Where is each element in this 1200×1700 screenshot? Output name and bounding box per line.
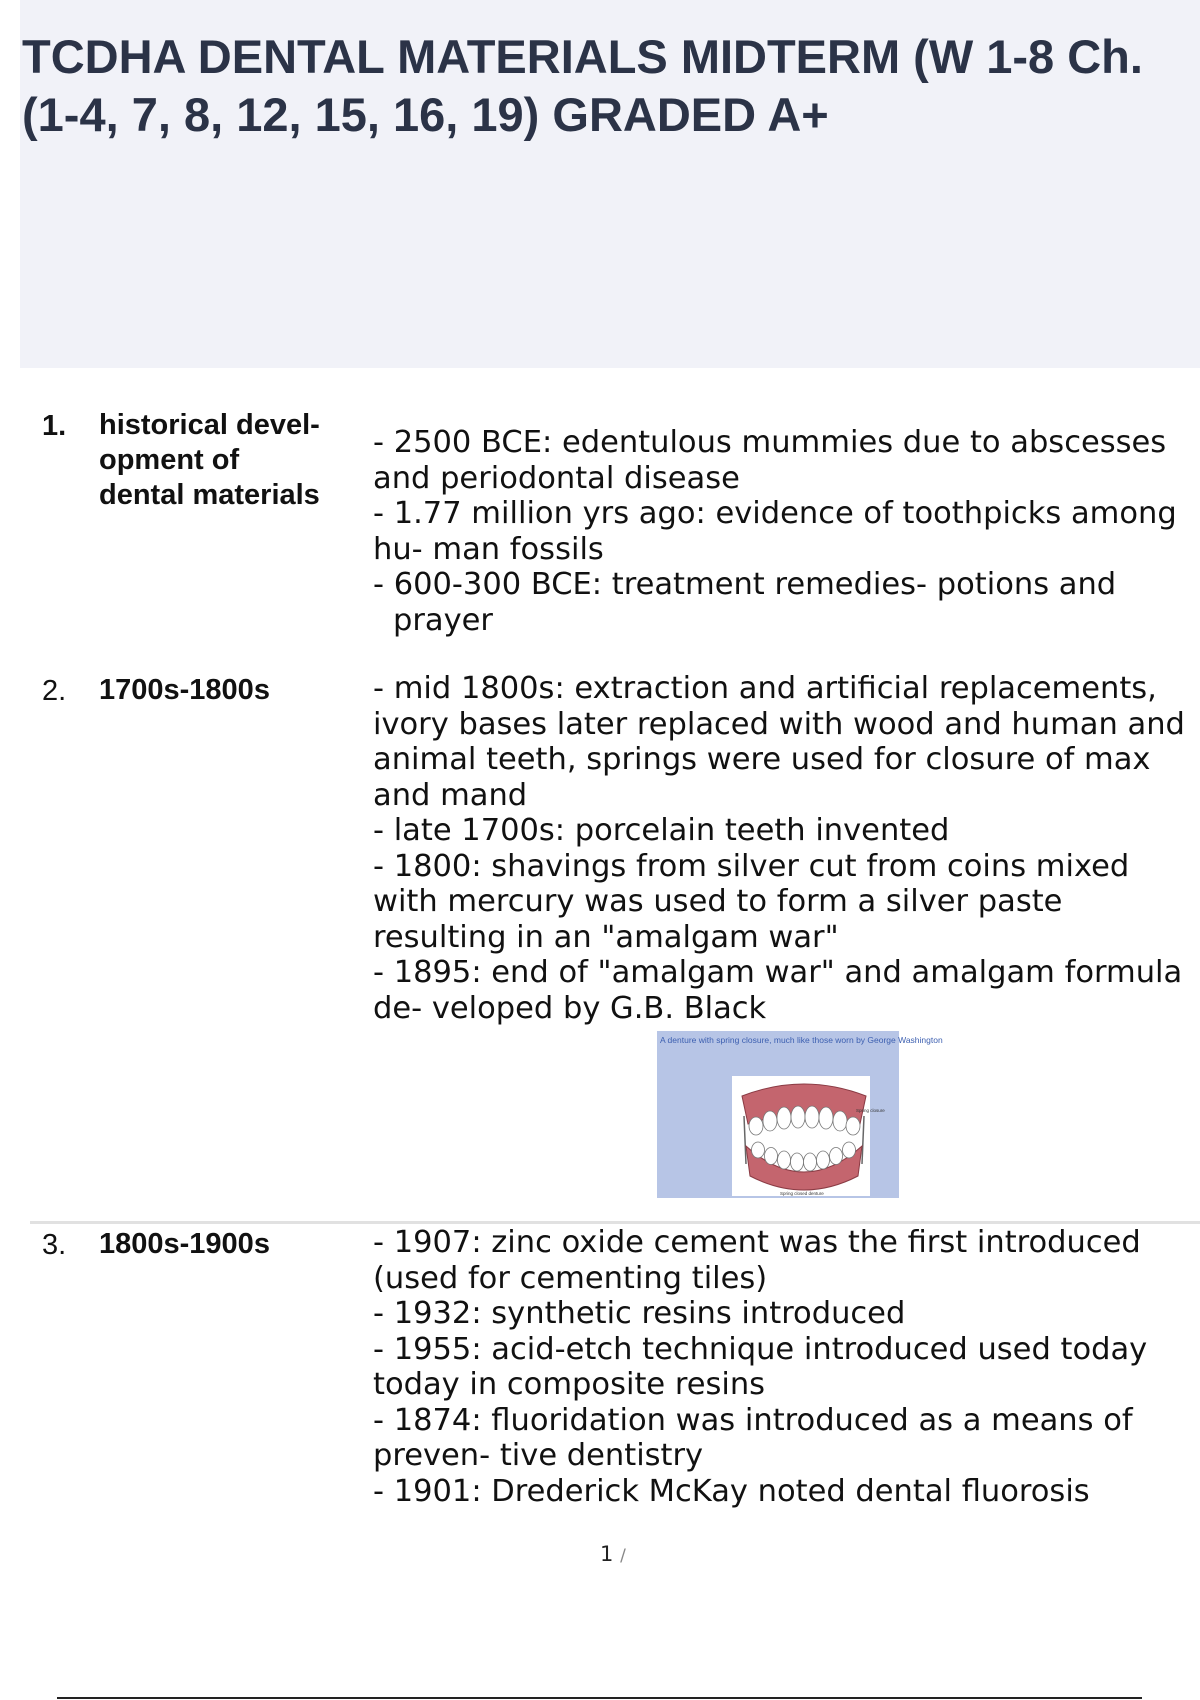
entry-number: 1. bbox=[42, 410, 67, 442]
entry-term: 1700s-1800s bbox=[99, 674, 270, 706]
bottom-rule bbox=[57, 1697, 1142, 1699]
definition-line: - 1901: Drederick McKay noted dental fluorosis bbox=[373, 1473, 1090, 1509]
definition-line: - 2500 BCE: edentulous mummies due to abscesses and periodontal disease bbox=[373, 425, 1167, 496]
definition-line: - mid 1800s: extraction and artificial replacements, ivory bases later replaced with wood and human and animal teeth, springs were used for closure of max and mand bbox=[373, 671, 1185, 813]
definition-line: - 1907: zinc oxide cement was the first introduced (used for cementing tiles) bbox=[373, 1225, 1141, 1296]
entry-term: historical devel- opment of dental materials bbox=[99, 409, 320, 511]
definition-line: - late 1700s: porcelain teeth invented bbox=[373, 813, 950, 848]
entry-definition bbox=[373, 425, 1193, 638]
denture-figure bbox=[657, 1031, 943, 1198]
figure-label-bottom: Spring closed denture bbox=[780, 1191, 824, 1196]
entry-number: 2. bbox=[42, 675, 67, 707]
figure-label-springs: Spring closure bbox=[856, 1108, 885, 1113]
definition-line: - 1932: synthetic resins introduced bbox=[373, 1296, 906, 1331]
entry-term: 1800s-1900s bbox=[99, 1228, 270, 1260]
page-number bbox=[600, 1542, 626, 1566]
definition-line: - 1800: shavings from silver cut from coins mixed with mercury was used to form a silver paste resulting in an "amalgam war" bbox=[373, 848, 1130, 955]
figure-caption: A denture with spring closure, much like those worn by George Washington bbox=[660, 1035, 943, 1045]
page-number-value: 1 bbox=[600, 1542, 614, 1566]
entry-definition bbox=[373, 1225, 1193, 1509]
section-divider bbox=[30, 1221, 1200, 1224]
definition-line: - 600-300 BCE: treatment remedies- potions and prayer bbox=[373, 567, 1117, 638]
entry-definition bbox=[373, 671, 1193, 1026]
entry-term-source bbox=[0, 406, 1, 407]
definition-line: - 1955: acid-etch technique introduced used today today in composite resins bbox=[373, 1331, 1148, 1402]
denture-illustration bbox=[732, 1076, 885, 1198]
definition-line: - 1.77 million yrs ago: evidence of toothpicks among hu- man fossils bbox=[373, 496, 1177, 567]
document-title: TCDHA DENTAL MATERIALS MIDTERM (W 1-8 Ch. (1-4, 7, 8, 12, 15, 16, 19) GRADED A+ bbox=[22, 30, 1143, 141]
page-number-suffix: / bbox=[620, 1546, 626, 1566]
definition-line: - 1874: fluoridation was introduced as a means of preven- tive dentistry bbox=[373, 1402, 1133, 1473]
definition-line: - 1895: end of "amalgam war" and amalgam formula de- veloped by G.B. Black bbox=[373, 955, 1183, 1026]
entry-number: 3. bbox=[42, 1229, 67, 1261]
